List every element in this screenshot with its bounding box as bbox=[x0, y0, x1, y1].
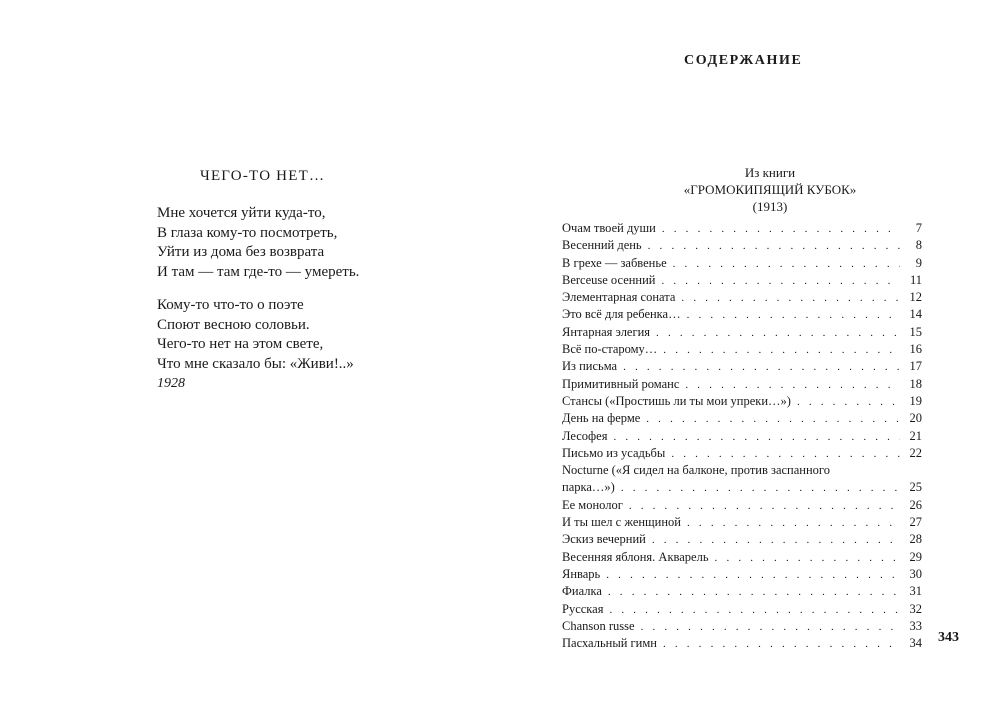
toc-entry-title: День на ферме bbox=[562, 411, 641, 426]
left-page bbox=[0, 0, 500, 718]
toc-entry-title: Примитивный романс bbox=[562, 376, 680, 391]
toc-entry-title: Пасхальный гимн bbox=[562, 636, 657, 651]
toc-entry-page: 32 bbox=[909, 601, 922, 616]
toc-entry[interactable] bbox=[562, 601, 922, 618]
page-number: 343 bbox=[938, 630, 959, 645]
toc-leader-dots bbox=[687, 307, 900, 324]
toc-entry-page: 20 bbox=[909, 411, 922, 426]
toc-entry-title: Это всё для ребенка… bbox=[562, 307, 681, 322]
toc-leader-dots bbox=[609, 602, 900, 619]
toc-entry-title: Фиалка bbox=[562, 584, 602, 599]
toc-entry[interactable] bbox=[562, 445, 922, 462]
toc-entry-title: Весенняя яблоня. Акварель bbox=[562, 549, 709, 564]
toc-entry-title: Русская bbox=[562, 601, 604, 616]
toc-entry-page: 27 bbox=[909, 515, 922, 530]
poem-line: Уйти из дома без возврата bbox=[157, 244, 325, 260]
toc-entry-page: 22 bbox=[909, 445, 922, 460]
poem-title: ЧЕГО-ТО НЕТ… bbox=[200, 168, 326, 184]
right-page bbox=[500, 0, 1001, 718]
toc-entry-page: 17 bbox=[909, 359, 922, 374]
toc-entry[interactable] bbox=[562, 289, 922, 306]
toc-entry[interactable] bbox=[562, 618, 922, 635]
toc-entry[interactable] bbox=[562, 341, 922, 358]
toc-entry[interactable] bbox=[562, 531, 922, 548]
toc-leader-dots bbox=[641, 619, 900, 636]
toc-entry-page: 15 bbox=[909, 324, 922, 339]
toc-entry-page: 33 bbox=[909, 618, 922, 633]
toc-leader-dots bbox=[687, 515, 900, 532]
toc-entry[interactable] bbox=[562, 428, 922, 445]
toc-entry-title: Из письма bbox=[562, 359, 618, 374]
poem-line: И там — там где-то — умереть. bbox=[157, 263, 360, 280]
toc-entry-title: Ее монолог bbox=[562, 497, 623, 512]
toc-leader-dots bbox=[663, 636, 900, 653]
toc-entry[interactable] bbox=[562, 376, 922, 393]
toc-entry[interactable] bbox=[562, 255, 922, 272]
toc-entry[interactable] bbox=[562, 358, 922, 375]
toc-entry[interactable] bbox=[562, 272, 922, 289]
toc-entry[interactable] bbox=[562, 497, 922, 514]
toc-entry-page: 18 bbox=[909, 376, 922, 391]
toc-entry-title: Янтарная элегия bbox=[562, 324, 651, 339]
toc-entry-page: 34 bbox=[909, 636, 922, 651]
toc-entry-page: 12 bbox=[909, 290, 922, 305]
toc-entry[interactable] bbox=[562, 566, 922, 583]
toc-entry-continuation bbox=[562, 479, 922, 496]
toc-entry[interactable] bbox=[562, 549, 922, 566]
toc-entry-page: 25 bbox=[909, 480, 922, 495]
poem-stanza-1 bbox=[157, 204, 359, 282]
toc-leader-dots bbox=[685, 377, 900, 394]
toc-leader-dots bbox=[662, 273, 901, 290]
poem-line: Что мне сказало бы: «Живи!..» bbox=[157, 355, 354, 372]
toc-entry-title: Эскиз вечерний bbox=[562, 532, 646, 547]
toc-entry-title: Nocturne («Я сидел на балконе, против заспанного bbox=[562, 463, 830, 478]
toc-entry-page: 28 bbox=[909, 532, 922, 547]
toc-leader-dots bbox=[715, 550, 900, 567]
toc-entry-title: Весенний день bbox=[562, 238, 642, 253]
book-year: (1913) bbox=[752, 199, 788, 214]
toc-entry-page: 31 bbox=[909, 584, 922, 599]
book-section-header bbox=[650, 164, 890, 215]
poem-date: 1928 bbox=[157, 376, 185, 391]
toc-entry-title: В грехе — забвенье bbox=[562, 255, 667, 270]
book-header-line: Из книги bbox=[744, 165, 796, 180]
toc-leader-dots bbox=[623, 359, 900, 376]
toc-list bbox=[562, 220, 922, 652]
toc-leader-dots bbox=[606, 567, 900, 584]
poem-stanza-2 bbox=[157, 296, 354, 374]
toc-entry-page: 16 bbox=[909, 342, 922, 357]
toc-leader-dots bbox=[681, 290, 900, 307]
toc-entry-title-cont: парка…») bbox=[562, 480, 615, 495]
toc-entry-page: 19 bbox=[909, 393, 922, 408]
poem-line: Чего-то нет на этом свете, bbox=[157, 336, 324, 352]
toc-leader-dots bbox=[671, 446, 900, 463]
toc-leader-dots bbox=[646, 411, 900, 428]
toc-leader-dots bbox=[656, 325, 900, 342]
book-title: «ГРОМОКИПЯЩИЙ КУБОК» bbox=[683, 182, 857, 197]
toc-entry-title: Лесофея bbox=[562, 428, 608, 443]
toc-entry-title: Элементарная соната bbox=[562, 290, 676, 305]
poem-line: Мне хочется уйти куда-то, bbox=[157, 205, 326, 221]
toc-leader-dots bbox=[608, 584, 900, 601]
toc-entry-page: 21 bbox=[909, 428, 922, 443]
toc-leader-dots bbox=[629, 498, 900, 515]
toc-entry-title: Январь bbox=[562, 566, 601, 581]
toc-entry-page: 26 bbox=[909, 497, 922, 512]
poem-line: В глаза кому-то посмотреть, bbox=[157, 224, 338, 241]
toc-entry-page: 11 bbox=[909, 272, 922, 287]
toc-entry[interactable] bbox=[562, 393, 922, 410]
toc-entry-page: 9 bbox=[915, 255, 922, 270]
toc-entry-title: Всё по-старому… bbox=[562, 342, 658, 357]
toc-entry-page: 29 bbox=[909, 549, 922, 564]
toc-leader-dots bbox=[673, 256, 900, 273]
toc-leader-dots bbox=[621, 480, 900, 497]
toc-entry[interactable] bbox=[562, 306, 922, 323]
toc-leader-dots bbox=[613, 429, 900, 446]
toc-entry-page: 7 bbox=[915, 221, 922, 235]
toc-entry[interactable] bbox=[562, 635, 922, 652]
toc-leader-dots bbox=[797, 394, 900, 411]
toc-entry-title: Очам твоей души bbox=[562, 221, 656, 235]
toc-entry-title: И ты шел с женщиной bbox=[562, 515, 682, 530]
poem-line: Споют весною соловьи. bbox=[157, 316, 310, 333]
toc-entry-title: Berceuse осенний bbox=[562, 272, 656, 287]
poem-line: Кому-то что-то о поэте bbox=[157, 297, 304, 313]
toc-leader-dots bbox=[648, 238, 900, 255]
toc-entry-page: 14 bbox=[909, 307, 922, 322]
toc-entry-page: 8 bbox=[915, 238, 922, 253]
toc-leader-dots bbox=[652, 532, 900, 549]
toc-heading: СОДЕРЖАНИЕ bbox=[684, 53, 803, 68]
toc-entry-title: Стансы («Простишь ли ты мои упреки…») bbox=[562, 393, 791, 408]
toc-entry-title: Chanson russe bbox=[562, 618, 635, 633]
toc-entry[interactable] bbox=[562, 514, 922, 531]
toc-entry-title: Письмо из усадьбы bbox=[562, 445, 666, 460]
toc-entry[interactable] bbox=[562, 462, 922, 497]
toc-leader-dots bbox=[662, 221, 900, 238]
toc-entry[interactable] bbox=[562, 220, 922, 237]
toc-leader-dots bbox=[663, 342, 900, 359]
toc-entry[interactable] bbox=[562, 583, 922, 600]
toc-entry[interactable] bbox=[562, 237, 922, 254]
toc-entry[interactable] bbox=[562, 324, 922, 341]
toc-entry[interactable] bbox=[562, 410, 922, 427]
toc-entry-page: 30 bbox=[909, 566, 922, 581]
